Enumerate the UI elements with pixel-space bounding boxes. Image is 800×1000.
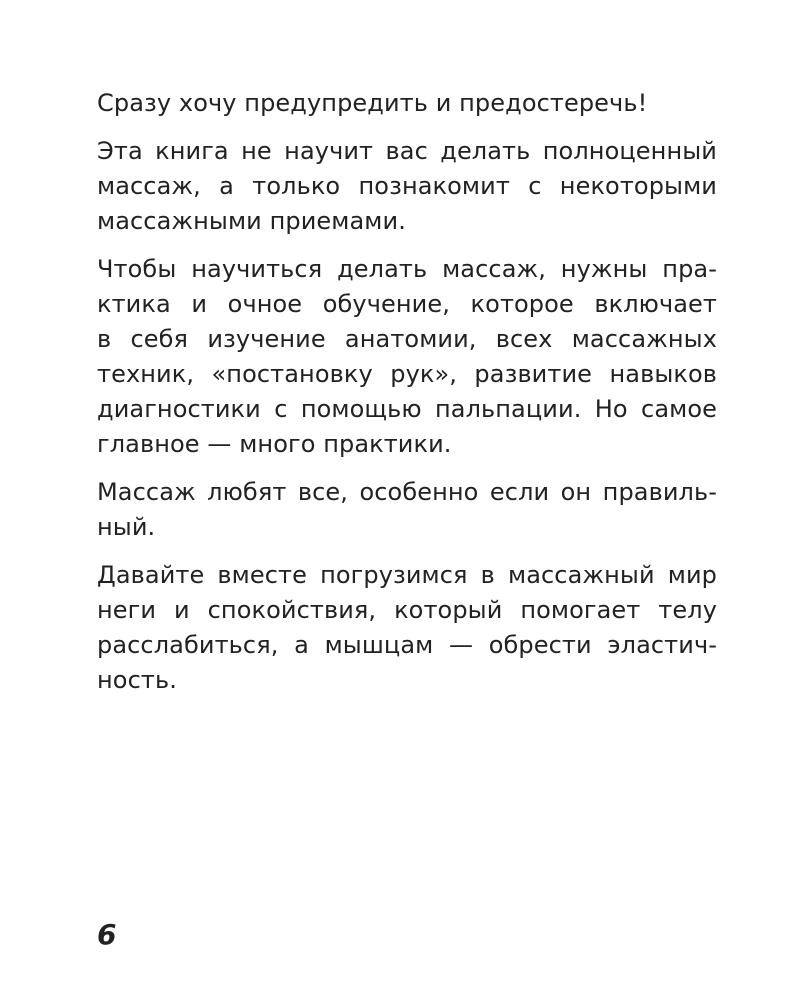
text-line: ный. [97, 513, 156, 541]
text-line: ктика и очное обучение, которое включает [97, 290, 717, 318]
paragraph [97, 475, 717, 545]
paragraph [97, 558, 717, 698]
text-line: массажными приемами. [97, 207, 406, 235]
paragraph [97, 252, 717, 462]
paragraph [97, 134, 717, 239]
page-number: 6 [97, 918, 117, 951]
text-line: Эта книга не научит вас делать полноценный [97, 137, 717, 165]
text-line: диагностики с помощью пальпации. Но самое [97, 395, 717, 423]
text-line: Чтобы научиться делать массаж, нужны пра- [97, 255, 717, 283]
text-line: Давайте вместе погрузимся в массажный мир [97, 561, 717, 589]
text-line: Сразу хочу предупредить и предостеречь! [97, 89, 648, 117]
page-body [97, 86, 717, 711]
text-line: Массаж любят все, особенно если он правиль- [97, 478, 717, 506]
text-line: главное — много практики. [97, 430, 452, 458]
text-line: в себя изучение анатомии, всех массажных [97, 325, 717, 353]
text-line: техник, «постановку рук», развитие навыков [97, 360, 717, 388]
paragraph [97, 86, 717, 121]
text-line: неги и спокойствия, который помогает телу [97, 596, 717, 624]
text-line: расслабиться, а мышцам — обрести эластич- [97, 631, 717, 659]
text-line: ность. [97, 666, 177, 694]
text-line: массаж, а только познакомит с некоторыми [97, 172, 717, 200]
